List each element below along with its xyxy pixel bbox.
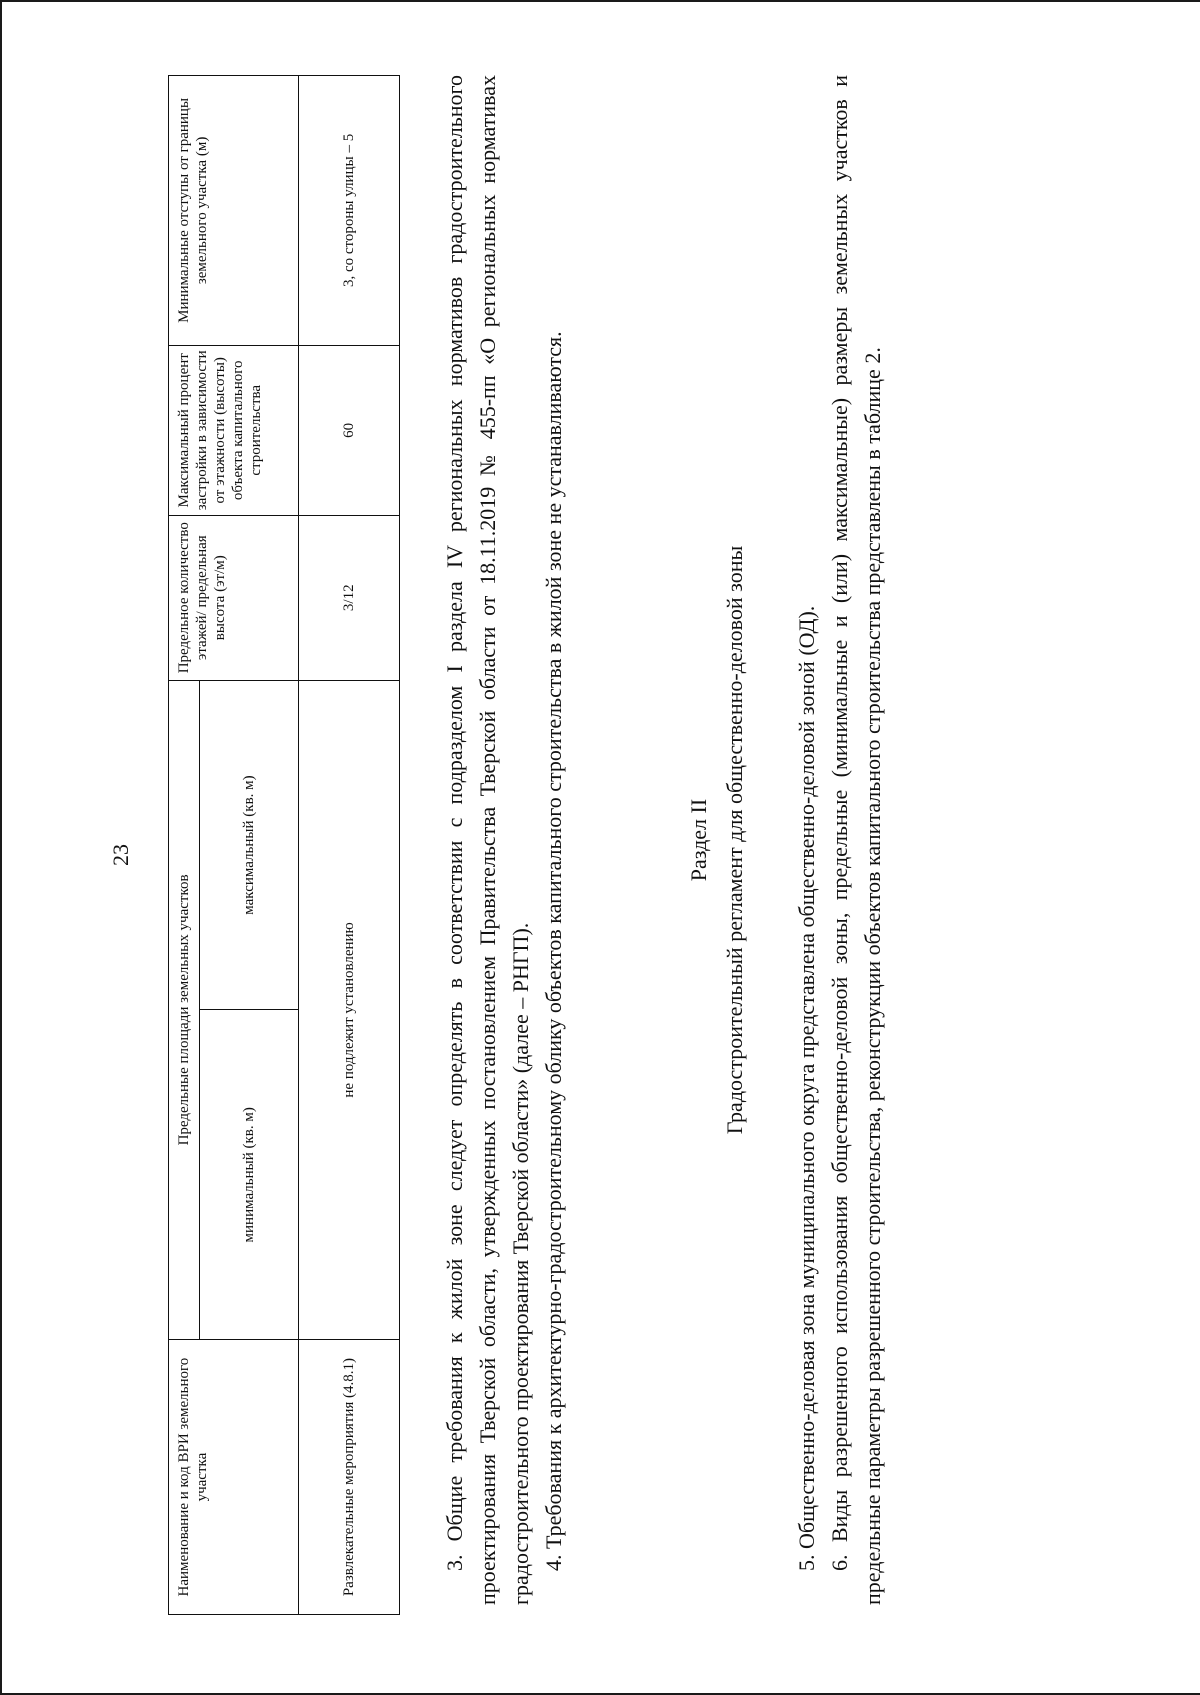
regulation-table [168,75,400,1615]
paragraphs-block-2 [790,75,889,1605]
header-floors: Предельное количество этажей/ предельная высота (эт/м) [169,515,299,680]
paragraph-5: 5. Общественно-деловая зона муниципального округа представлена общественно-деловой зоной (ОД). [794,605,819,1571]
section-title: Градостроительный регламент для общественно-деловой зоны [722,545,747,1135]
table-row [299,76,400,1615]
section-label: Раздел II [686,798,711,882]
page-number: 23 [108,844,133,866]
paragraph-3: 3. Общие требования к жилой зоне следует определять в соответствии с подразделом I раздела IV региональных нормативов градостроительного проектирования Тверской области, утвержденных постановлением Правительства Тверской области от 18.11.2019 № 455-пп «О региональных нормативах градостроительного проектирования Тверской области» (далее – РНГП). [442,75,533,1605]
cell-name: Развлекательные мероприятия (4.8.1) [299,1340,400,1615]
header-coverage: Максимальный процент застройки в зависимости от этажности (высоты) объекта капитального строительства [169,345,299,515]
header-setback: Минимальные отступы от границы земельного участка (м) [169,76,299,346]
cell-floors: 3/12 [299,515,400,680]
cell-setback: 3, со стороны улицы – 5 [299,76,400,346]
paragraph-4: 4. Требования к архитектурно-градостроительному облику объектов капитального строительства в жилой зоне не устанавливаются. [541,331,566,1571]
header-name: Наименование и код ВРИ земельного участка [169,1340,299,1615]
header-area-group: Предельные площади земельных участков [169,680,200,1340]
table-header-row [169,76,200,1615]
header-area-max: максимальный (кв. м) [200,680,299,1010]
cell-coverage: 60 [299,345,400,515]
cell-area: не подлежит установлению [299,680,400,1340]
paragraph-6: 6. Виды разрешенного использования общественно-деловой зоны, предельные (минимальные и (или) максимальные) размеры земельных участков и предельные параметры разрешенного строительства, реконструкции объектов капитального строительства представлены в таблице 2. [827,75,885,1605]
header-area-min: минимальный (кв. м) [200,1010,299,1340]
paragraphs-block-1 [438,75,570,1605]
